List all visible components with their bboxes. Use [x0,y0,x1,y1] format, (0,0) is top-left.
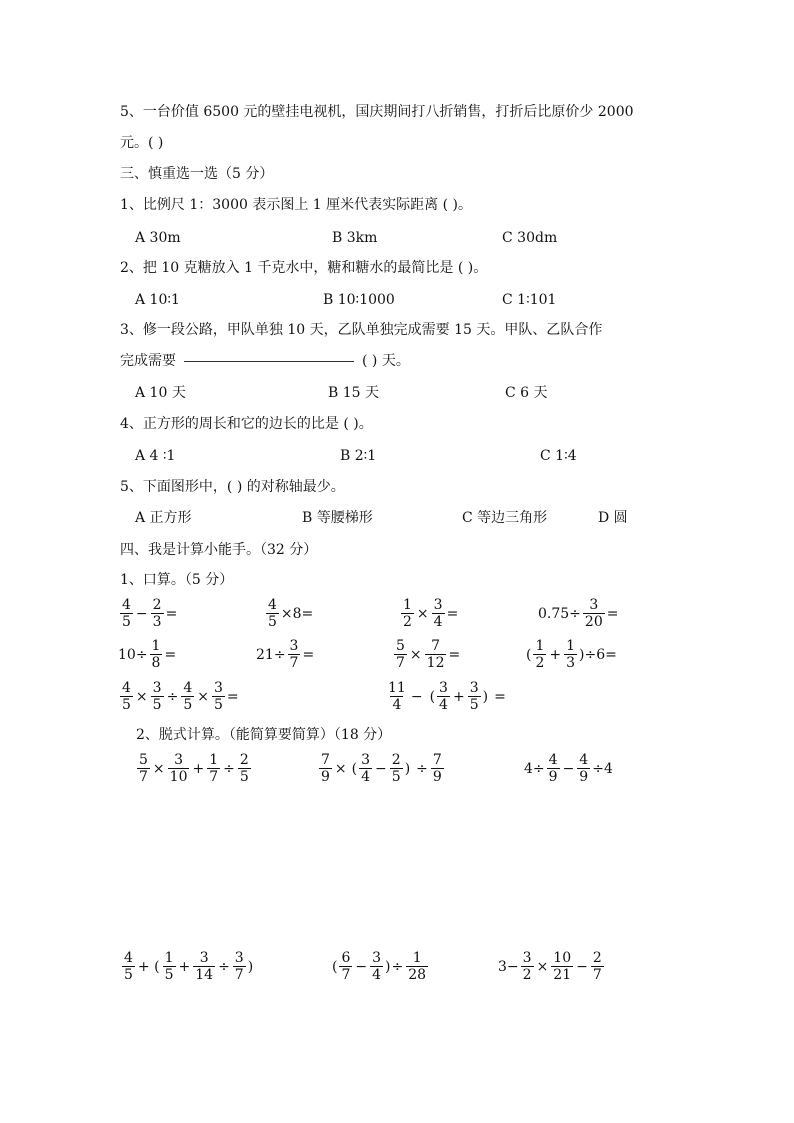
fraction: $\frac{1}{8}$ [151,638,161,671]
fraction: $\frac{3}{4}$ [439,680,448,713]
fraction: $\frac{1}{2}$ [403,597,412,630]
fraction: $\frac{6}{7}$ [341,950,351,983]
step-item-6: 3− $\frac{3}{2}$ × $\frac{10}{21}$ − $\frac{2}{7}$ [498,950,602,983]
choice-q3-option-c: C 6 天 [505,385,548,401]
fraction: $\frac{1}{2}$ [535,638,545,671]
step-item-2: $\frac{7}{9}$ × ( $\frac{3}{4}$ − $\frac{2}{5}$ ) ÷ $\frac{7}{9}$ [321,752,442,785]
fraction: $\frac{4}{5}$ [183,680,193,713]
choice-q5-option-b: B 等腰梯形 [302,510,373,526]
fraction: $\frac{1}{5}$ [164,950,174,983]
fraction: $\frac{7}{9}$ [321,752,330,785]
fraction: $\frac{3}{7}$ [234,950,244,983]
fraction: $\frac{3}{4}$ [433,597,443,630]
oral-item-10: $\frac{11}{4}$ − ( $\frac{3}{4}$ + $\frac{3}{5}$ ) = [388,680,506,713]
oral-item-4: 0.75÷ $\frac{3}{20}$ = [538,597,619,630]
choice-q3-text-line2 [120,351,410,371]
fraction: $\frac{1}{28}$ [408,950,427,983]
step-item-4: $\frac{4}{5}$ + ( $\frac{1}{5}$ + $\frac{3}{14}$ ÷ $\frac{3}{7}$ ) [124,950,254,983]
oral-item-7: $\frac{5}{7}$ × $\frac{7}{12}$ = [396,638,461,671]
choice-q4-option-b: B 2∶1 [340,448,377,464]
fraction: $\frac{3}{20}$ [584,597,603,630]
choice-q1-option-a: A 30m [135,230,181,246]
calc-section-heading: 四、我是计算小能手。（32 分） [120,542,318,558]
fraction: $\frac{3}{4}$ [361,752,371,785]
fraction: $\frac{3}{5}$ [213,680,223,713]
choice-q4-text: 4、正方形的周长和它的边长的比是 ( )。 [120,416,373,432]
fraction: $\frac{2}{5}$ [239,752,249,785]
choice-q4-option-a: A 4 ∶1 [135,448,176,464]
fraction: $\frac{4}{9}$ [579,752,589,785]
choice-q5-option-d: D 圆 [598,510,628,526]
judge-q5-line1: 5、一台价值 6500 元的壁挂电视机，国庆期间打八折销售，打折后比原价少 2000 [120,104,634,120]
fraction: $\frac{7}{9}$ [432,752,442,785]
choice-q1-text: 1、比例尺 1：3000 表示图上 1 厘米代表实际距离 ( )。 [120,197,472,213]
fraction: $\frac{3}{7}$ [289,638,299,671]
fraction: $\frac{2}{7}$ [592,950,602,983]
oral-item-3: $\frac{1}{2}$ × $\frac{3}{4}$ = [403,597,459,630]
oral-item-2: $\frac{4}{5}$ ×8= [268,597,314,630]
fraction: $\frac{5}{7}$ [139,752,148,785]
oral-item-5: 10÷ $\frac{1}{8}$ = [118,638,177,671]
choice-q2-option-c: C 1∶101 [502,292,557,308]
choice-q3-option-b: B 15 天 [328,385,380,401]
fraction: $\frac{10}{21}$ [553,950,572,983]
choice-q3-text-2b: ( ) 天。 [362,353,410,369]
choice-q3-text-2a: 完成需要 [120,353,176,369]
choice-q5-text: 5、下面图形中，( ) 的对称轴最少。 [120,479,345,495]
answer-blank-line [184,361,354,362]
fraction: $\frac{11}{4}$ [388,680,406,713]
fraction: $\frac{2}{5}$ [391,752,401,785]
fraction: $\frac{4}{5}$ [122,597,131,630]
fraction: $\frac{3}{4}$ [372,950,382,983]
fraction: $\frac{4}{5}$ [124,950,133,983]
choice-q5-option-a: A 正方形 [135,510,192,526]
fraction: $\frac{4}{5}$ [268,597,277,630]
choice-q3-option-a: A 10 天 [135,385,186,401]
oral-item-8: ( $\frac{1}{2}$ + $\frac{1}{3}$ ) ÷6= [526,638,617,671]
fraction: $\frac{2}{3}$ [152,597,162,630]
fraction: $\frac{3}{5}$ [469,680,479,713]
oral-item-1: $\frac{4}{5}$ − $\frac{2}{3}$ = [122,597,178,630]
choice-q2-option-b: B 10∶1000 [323,292,395,308]
oral-item-9: $\frac{4}{5}$ × $\frac{3}{5}$ ÷ $\frac{4}{5}$ × $\frac{3}{5}$ = [122,680,239,713]
fraction: $\frac{7}{12}$ [426,638,445,671]
choice-q4-option-c: C 1∶4 [540,448,577,464]
fraction: $\frac{4}{9}$ [548,752,558,785]
choice-section-heading: 三、慎重选一选（5 分） [120,166,274,182]
choice-q2-text: 2、把 10 克糖放入 1 千克水中，糖和糖水的最简比是 ( )。 [120,260,488,276]
choice-q3-text: 3、修一段公路，甲队单独 10 天，乙队单独完成需要 15 天。甲队、乙队合作 [120,322,603,338]
fraction: $\frac{1}{7}$ [209,752,219,785]
oral-item-6: 21÷ $\frac{3}{7}$ = [256,638,315,671]
choice-q2-option-a: A 10∶1 [135,292,180,308]
step-calc-heading: 2、脱式计算。（能简算要简算）（18 分） [136,727,392,743]
oral-calc-heading: 1、口算。（5 分） [120,572,234,588]
step-item-1: $\frac{5}{7}$ × $\frac{3}{10}$ + $\frac{1}{7}$ ÷ $\frac{2}{5}$ [139,752,249,785]
choice-q1-option-b: B 3km [332,230,378,246]
fraction: $\frac{3}{2}$ [522,950,532,983]
fraction: $\frac{3}{5}$ [152,680,162,713]
step-item-3: 4÷ $\frac{4}{9}$ − $\frac{4}{9}$ ÷4 [524,752,613,785]
fraction: $\frac{3}{10}$ [169,752,188,785]
fraction: $\frac{5}{7}$ [396,638,405,671]
step-item-5: ( $\frac{6}{7}$ − $\frac{3}{4}$ ) ÷ $\frac{1}{28}$ [332,950,427,983]
judge-q5-line2: 元。( ) [120,135,164,151]
fraction: $\frac{4}{5}$ [122,680,131,713]
fraction: $\frac{1}{3}$ [566,638,576,671]
fraction: $\frac{3}{14}$ [195,950,214,983]
choice-q1-option-c: C 30dm [502,230,558,246]
choice-q5-option-c: C 等边三角形 [462,510,548,526]
